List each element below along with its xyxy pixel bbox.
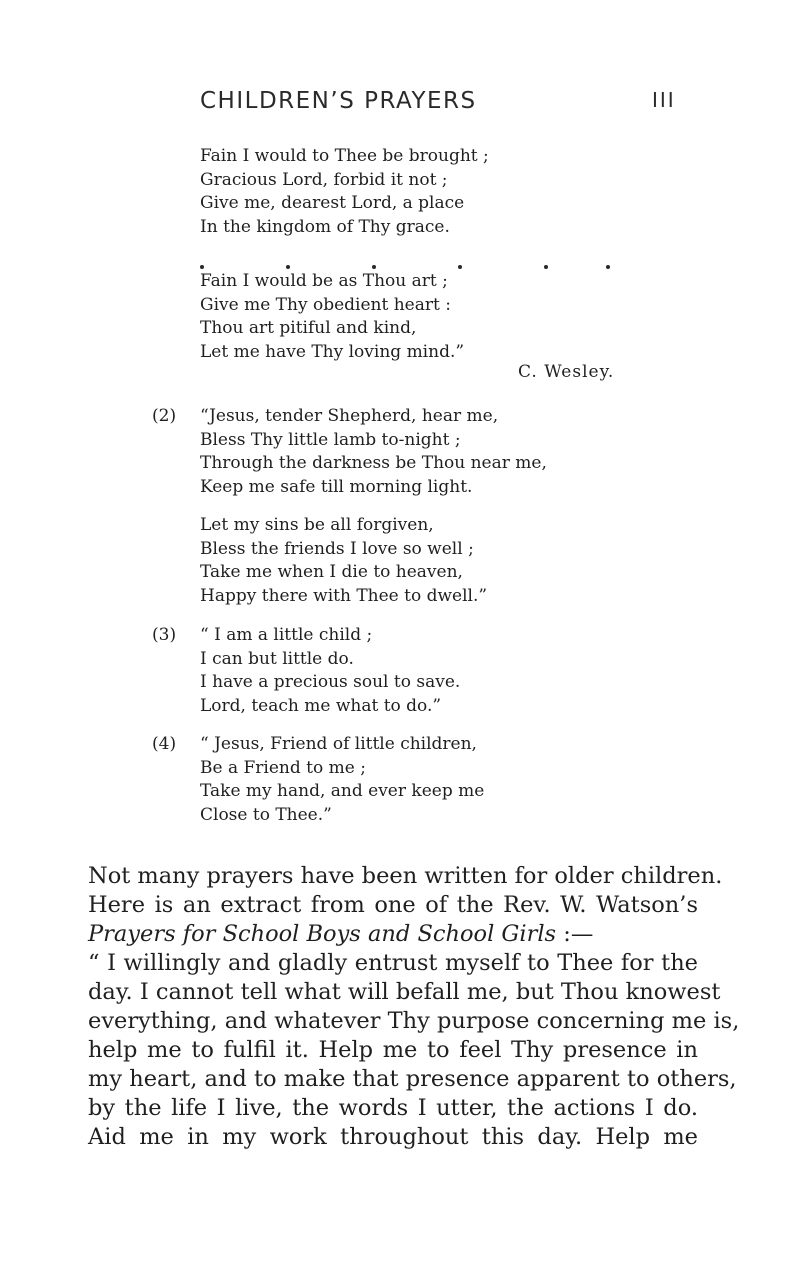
book-title: Prayers for School Boys and School Girls [88, 921, 557, 947]
prose-line: everything, and whatever Thy purpose concerning me is, [88, 1008, 740, 1034]
prose-line: Here is an extract from one of the Rev. W. Watson’s [88, 892, 698, 918]
verse-line: Happy there with Thee to dwell.” [200, 585, 488, 606]
verse-line: Give me Thy obedient heart : [200, 294, 451, 315]
prose-line: my heart, and to make that presence apparent to others, [88, 1066, 737, 1092]
verse-line: I can but little do. [200, 648, 354, 669]
verse-line: Fain I would be as Thou art ; [200, 271, 448, 291]
prose-line: day. I cannot tell what will befall me, but Thou knowest [88, 979, 721, 1005]
prose-line: Not many prayers have been written for older children. [88, 863, 723, 889]
prayer-number: (2) [152, 406, 177, 426]
verse-line: Let my sins be all forgiven, [200, 515, 434, 535]
ellipsis-dot [458, 265, 462, 269]
prayer-number: (4) [152, 734, 177, 754]
verse-line: I have a precious soul to save. [200, 672, 461, 692]
verse-line: “Jesus, tender Shepherd, hear me, [200, 406, 499, 426]
prose-line: help me to fulfil it. Help me to feel Thy presence in [88, 1037, 698, 1063]
ellipsis-dot [606, 265, 610, 269]
verse-line: Thou art pitiful and kind, [200, 318, 417, 338]
verse-line: Through the darkness be Thou near me, [200, 453, 547, 473]
verse-line: Let me have Thy loving mind.” [200, 341, 465, 362]
ellipsis-dot [372, 265, 376, 269]
verse-line: Gracious Lord, forbid it not ; [200, 169, 448, 190]
ellipsis-dot [200, 265, 204, 269]
prose-line-tail: :— [556, 921, 594, 947]
verse-line: “ I am a little child ; [200, 625, 373, 645]
ellipsis-dot [544, 265, 548, 269]
verse-line: Be a Friend to me ; [200, 757, 366, 778]
verse-line: Give me, dearest Lord, a place [200, 193, 465, 213]
page-header [0, 88, 800, 122]
verse-line: Close to Thee.” [200, 804, 332, 825]
verse-line: Take me when I die to heaven, [200, 562, 463, 582]
verse-line: Bless Thy little lamb to-night ; [200, 429, 461, 450]
prayer-number: (3) [152, 625, 177, 645]
verse-line: In the kingdom of Thy grace. [200, 216, 450, 237]
prose-line: by the life I live, the words I utter, the actions I do. [88, 1095, 698, 1121]
running-title: CHILDREN’S PRAYERS [200, 88, 477, 114]
prose-line: “ I willingly and gladly entrust myself to Thee for the [88, 950, 698, 976]
verse-line: Lord, teach me what to do.” [200, 695, 442, 716]
verse-line: Keep me safe till morning light. [200, 476, 473, 497]
verse-line: Bless the friends I love so well ; [200, 538, 474, 559]
verse-line: “ Jesus, Friend of little children, [200, 734, 477, 754]
verse-line: Fain I would to Thee be brought ; [200, 146, 489, 166]
verse-line: Take my hand, and ever keep me [200, 781, 485, 801]
ellipsis-dot [286, 265, 290, 269]
prose-paragraph [88, 862, 740, 1152]
prose-line-citation [88, 920, 698, 949]
attribution: C. Wesley. [518, 362, 615, 382]
page-number: III [652, 88, 676, 112]
prose-line: Aid me in my work throughout this day. Help me [88, 1124, 698, 1150]
